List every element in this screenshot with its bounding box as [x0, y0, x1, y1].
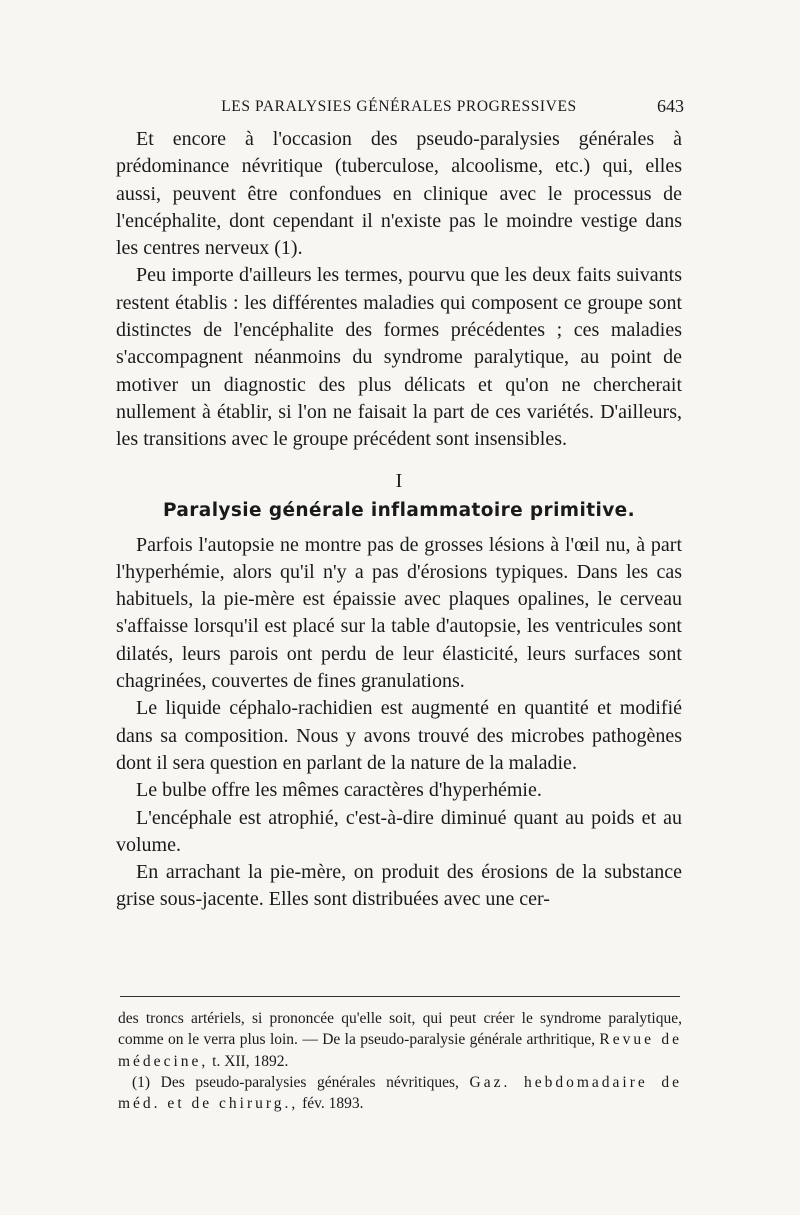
- paragraph: L'encéphale est atrophié, c'est-à-dire diminué quant au poids et au volume.: [116, 806, 682, 856]
- paragraph: En arrachant la pie-mère, on produit des érosions de la substance grise sous-jacente. Elles sont distribuées avec une cer-: [116, 861, 682, 911]
- journal-title: Gaz. hebdomadaire de méd. et de chirurg.,: [118, 1073, 682, 1113]
- paragraph: Parfois l'autopsie ne montre pas de grosses lésions à l'œil nu, à part l'hyperhémie, alors qu'il n'y a pas d'érosions typiques. Dans les cas habituels, la pie-mère est épaissie avec plaques opalines, le cerveau s'affaisse lorsqu'il est placé sur la table d'autopsie, les ventricules sont dilatés, leurs parois ont perdu de leur élasticité, leurs surfaces sont chagrinées, couvertes de fines granulations.: [116, 533, 682, 693]
- footnote-text: t. XII, 1892.: [212, 1052, 289, 1070]
- footnote-continuation: [118, 1008, 682, 1072]
- page-number: 643: [657, 96, 684, 116]
- paragraph: Peu importe d'ailleurs les termes, pourvu que les deux faits suivants restent établis : les différentes maladies qui composent ce groupe sont distinctes de l'encéphalite des formes précédentes ; ces maladies s'accompagnent néanmoins du syndrome paralytique, au point de motiver un diagnostic des plus délicats et qu'on ne chercherait nullement à établir, si l'on ne faisait la part de ces variétés. D'ailleurs, les transitions avec le groupe précédent sont insensibles.: [116, 264, 682, 451]
- footnote-text: fév. 1893.: [302, 1095, 364, 1113]
- paragraph: Le liquide céphalo-rachidien est augmenté en quantité et modifié dans sa composition. Nous y avons trouvé des microbes pathogènes dont il sera question en parlant de la nature de la maladie.: [116, 697, 682, 774]
- running-head: [116, 98, 682, 122]
- footnote-text: (1) Des pseudo-paralysies générales névritiques,: [132, 1073, 459, 1091]
- footnote-text: des troncs artériels, si prononcée qu'elle soit, qui peut créer le syndrome paralytique, comme on le verra plus loin. — De la pseudo-paralysie générale arthritique,: [118, 1010, 682, 1049]
- section-title: Paralysie générale inflammatoire primitive.: [162, 499, 636, 521]
- footnotes: [118, 1008, 682, 1114]
- section-number: I: [395, 469, 403, 492]
- body-text: [116, 126, 682, 914]
- footnote-rule: [120, 996, 680, 997]
- footnote-1: [118, 1072, 682, 1115]
- paragraph: Et encore à l'occasion des pseudo-paralysies générales à prédominance névritique (tuberculose, alcoolisme, etc.) qui, elles aussi, peuvent être confondues en clinique avec le processus de l'encéphalite, dont cependant il n'existe pas le moindre vestige dans les centres nerveux (1).: [116, 128, 682, 260]
- paragraph: Le bulbe offre les mêmes caractères d'hyperhémie.: [136, 779, 542, 802]
- journal-title: Revue de médecine,: [118, 1031, 683, 1070]
- running-title: LES PARALYSIES GÉNÉRALES PROGRESSIVES: [221, 98, 577, 115]
